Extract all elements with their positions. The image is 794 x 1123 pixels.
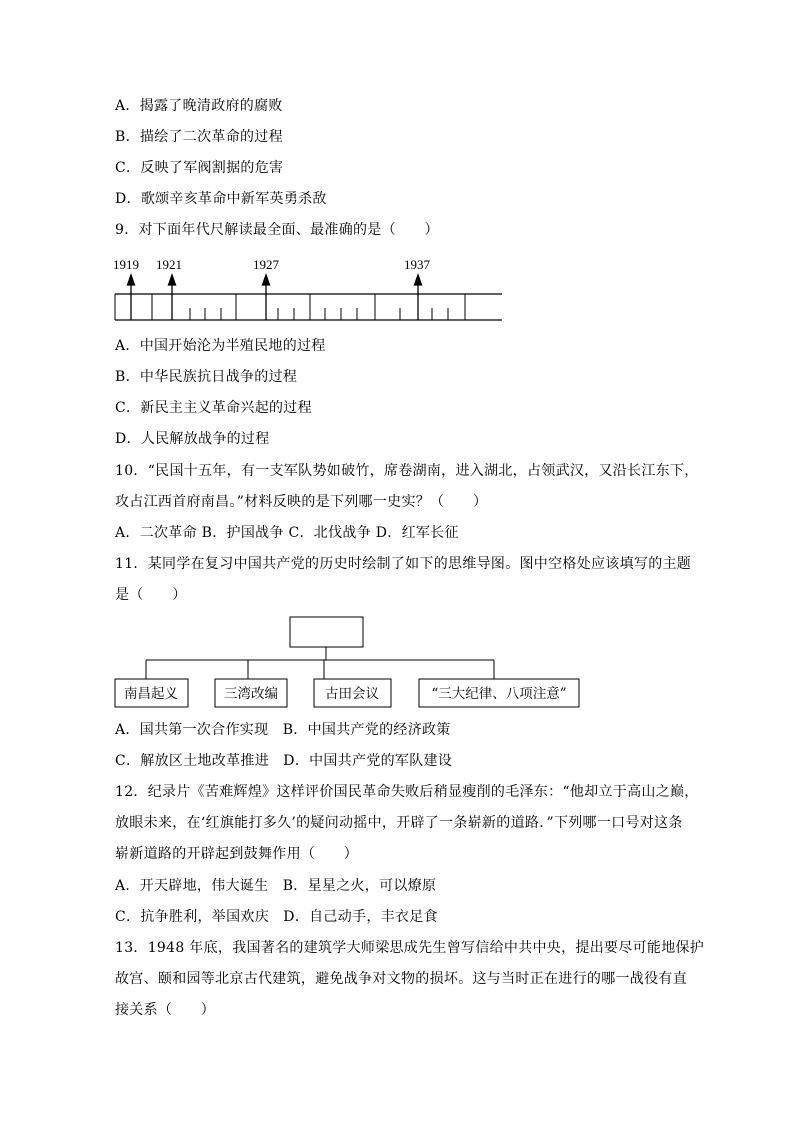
timeline-year-1937: 1937 [404, 257, 430, 272]
q13-stem-line3: 接关系（ ） [115, 1002, 216, 1018]
timeline-ticks [115, 294, 465, 320]
timeline-bar [115, 294, 502, 320]
q9-option-d: D．人民解放战争的过程 [115, 431, 270, 447]
arrow-1927-icon [263, 275, 270, 285]
q9-option-c: C．新民主主义革命兴起的过程 [115, 400, 312, 416]
mind-map [110, 612, 590, 712]
q9-option-b: B．中华民族抗日战争的过程 [115, 369, 298, 385]
q8-option-d: D．歌颂辛亥革命中新军英勇杀敌 [115, 191, 327, 207]
mind-map-label-4: “三大纪律、八项注意” [431, 686, 567, 702]
timeline-arrows [128, 275, 422, 320]
q11-options-line1: A．国共第一次合作实现 B．中国共产党的经济政策 [115, 722, 451, 738]
q13-stem-line1: 13．1948 年底，我国著名的建筑学大师梁思成先生曾写信给中共中央，提出要尽可能地保护 [115, 940, 705, 956]
arrow-1937-icon [415, 275, 422, 285]
q12-stem-line3: 崭新道路的开辟起到鼓舞作用（ ） [115, 846, 359, 862]
q10-stem-line2: 攻占江西首府南昌。”材料反映的是下列哪一史实？（ ） [115, 494, 488, 510]
mind-map-label-2: 三湾改编 [224, 686, 278, 702]
q9-option-a: A．中国开始沦为半殖民地的过程 [115, 338, 326, 354]
arrow-1921-icon [169, 275, 176, 285]
q8-option-a: A．揭露了晚清政府的腐败 [115, 98, 283, 114]
q9-stem: 9．对下面年代尺解读最全面、最准确的是（ ） [115, 222, 439, 238]
q11-options-line2: C．解放区土地改革推进 D．中国共产党的军队建设 [115, 753, 453, 769]
timeline-year-1927: 1927 [253, 257, 279, 272]
q10-stem-line1: 10．“民国十五年，有一支军队势如破竹，席卷湖南，进入湖北，占领武汉，又沿长江东下， [115, 463, 699, 479]
q8-option-c: C．反映了军阀割据的危害 [115, 160, 284, 176]
q12-stem-line2: 放眼未来，在‘红旗能打多久’的疑问动摇中，开辟了一条崭新的道路．”下列哪一口号对这条 [115, 815, 683, 831]
timeline-year-1921: 1921 [156, 257, 182, 272]
q10-options: A．二次革命 B．护国战争 C．北伐战争 D．红军长征 [115, 525, 459, 541]
q12-stem-line1: 12．纪录片《苦难辉煌》这样评价国民革命失败后稍显瘦削的毛泽东：“他却立于高山之巅， [115, 784, 699, 800]
q12-options-line1: A．开天辟地，伟大诞生 B．星星之火，可以燎原 [115, 878, 437, 894]
q11-stem-line1: 11．某同学在复习中国共产党的历史时绘制了如下的思维导图。图中空格处应该填写的主题 [115, 556, 692, 572]
mind-map-label-1: 南昌起义 [124, 686, 178, 702]
q12-options-line2: C．抗争胜利，举国欢庆 D．自己动手，丰衣足食 [115, 909, 438, 925]
arrow-1919-icon [128, 275, 135, 285]
timeline-year-1919: 1919 [113, 257, 139, 272]
q11-stem-line2: 是（ ） [115, 587, 187, 603]
q8-option-b: B．描绘了二次革命的过程 [115, 129, 283, 145]
q13-stem-line2: 故宫、颐和园等北京古代建筑，避免战争对文物的损坏。这与当时正在进行的哪一战役有直 [115, 971, 687, 987]
timeline-ruler [110, 253, 510, 333]
mind-map-label-3: 古田会议 [325, 686, 379, 702]
mind-map-blank-box [290, 617, 363, 647]
